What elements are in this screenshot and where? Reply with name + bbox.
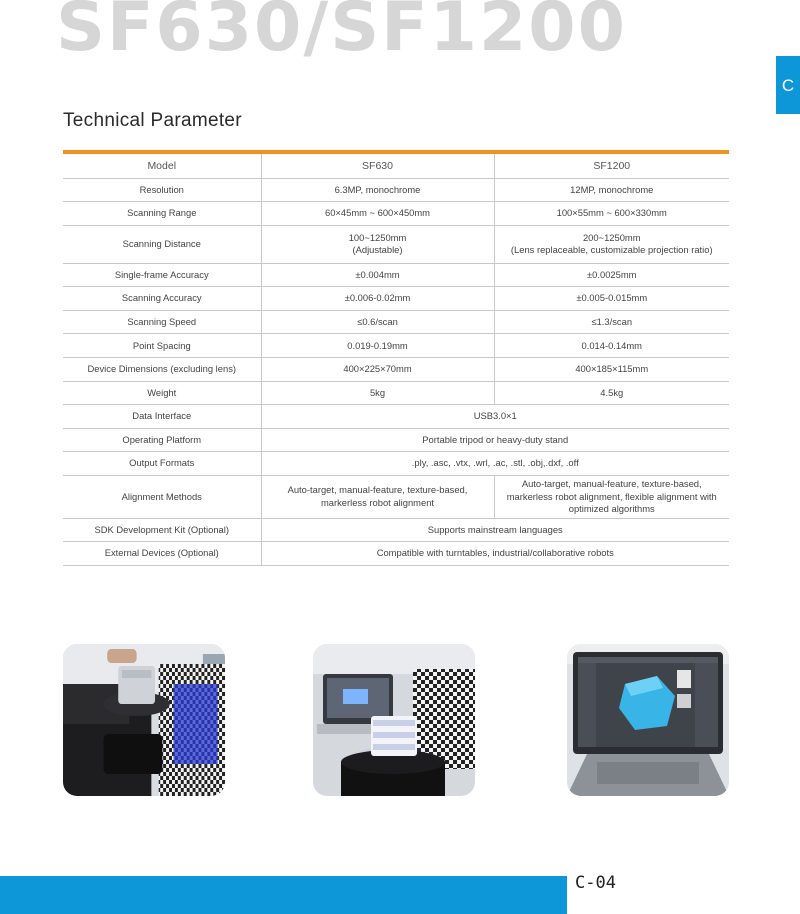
- product-photo-software-laptop: [567, 644, 729, 796]
- row-label: External Devices (Optional): [63, 542, 261, 566]
- table-row: [63, 225, 729, 263]
- shared-value: Compatible with turntables, industrial/collaborative robots: [261, 542, 729, 566]
- spec-table: [63, 150, 729, 566]
- table-row: [63, 310, 729, 334]
- table-row: [63, 518, 729, 542]
- sf1200-value: 4.5kg: [494, 381, 729, 405]
- hero-title: SF630/SF1200: [56, 0, 627, 67]
- row-label: Weight: [63, 381, 261, 405]
- sf630-value: 6.3MP, monochrome: [261, 178, 494, 202]
- sf1200-value: 12MP, monochrome: [494, 178, 729, 202]
- sf1200-value: Auto-target, manual-feature, texture-based, markerless robot alignment, flexible alignment with optimized algorithms: [494, 476, 729, 519]
- sf630-value: ±0.004mm: [261, 263, 494, 287]
- table-row: [63, 381, 729, 405]
- table-row: [63, 405, 729, 429]
- row-label: Output Formats: [63, 452, 261, 476]
- row-label: Device Dimensions (excluding lens): [63, 358, 261, 382]
- sf630-value: 60×45mm ~ 600×450mm: [261, 202, 494, 226]
- sf1200-value: ≤1.3/scan: [494, 310, 729, 334]
- table-row: [63, 263, 729, 287]
- row-label: Resolution: [63, 178, 261, 202]
- product-photo-scanner-setup: [63, 644, 225, 796]
- row-label: Scanning Range: [63, 202, 261, 226]
- row-label: Single-frame Accuracy: [63, 263, 261, 287]
- section-title: Technical Parameter: [63, 110, 242, 131]
- table-header-row: [63, 152, 729, 178]
- section-tab[interactable]: C: [776, 56, 800, 114]
- sf630-value: Auto-target, manual-feature, texture-based, markerless robot alignment: [261, 476, 494, 519]
- header-cell: Model: [63, 152, 261, 178]
- sf1200-value: 100×55mm ~ 600×330mm: [494, 202, 729, 226]
- table-row: [63, 542, 729, 566]
- sf630-value: ≤0.6/scan: [261, 310, 494, 334]
- table-row: [63, 358, 729, 382]
- row-label: Scanning Accuracy: [63, 287, 261, 311]
- sf1200-value: 200~1250mm (Lens replaceable, customizable projection ratio): [494, 225, 729, 263]
- sf1200-value: 400×185×115mm: [494, 358, 729, 382]
- sf1200-value: ±0.005-0.015mm: [494, 287, 729, 311]
- sf630-value: 5kg: [261, 381, 494, 405]
- row-label: Scanning Distance: [63, 225, 261, 263]
- sf630-value: ±0.006-0.02mm: [261, 287, 494, 311]
- table-row: [63, 202, 729, 226]
- sf630-value: 0.019-0.19mm: [261, 334, 494, 358]
- table-row: [63, 428, 729, 452]
- shared-value: Supports mainstream languages: [261, 518, 729, 542]
- row-label: Alignment Methods: [63, 476, 261, 519]
- row-label: SDK Development Kit (Optional): [63, 518, 261, 542]
- row-label: Operating Platform: [63, 428, 261, 452]
- product-photo-turntable-scan: [313, 644, 475, 796]
- table-row: [63, 287, 729, 311]
- table-row: [63, 452, 729, 476]
- table-row: [63, 334, 729, 358]
- page-number: C-04: [575, 873, 616, 893]
- footer-bar: [0, 876, 567, 914]
- row-label: Scanning Speed: [63, 310, 261, 334]
- sf630-value: 400×225×70mm: [261, 358, 494, 382]
- header-cell: SF1200: [494, 152, 729, 178]
- sf1200-value: ±0.0025mm: [494, 263, 729, 287]
- row-label: Data Interface: [63, 405, 261, 429]
- sf1200-value: 0.014-0.14mm: [494, 334, 729, 358]
- table-row: [63, 476, 729, 519]
- row-label: Point Spacing: [63, 334, 261, 358]
- table-row: [63, 178, 729, 202]
- shared-value: USB3.0×1: [261, 405, 729, 429]
- header-cell: SF630: [261, 152, 494, 178]
- shared-value: .ply, .asc, .vtx, .wrl, .ac, .stl, .obj,.dxf, .off: [261, 452, 729, 476]
- shared-value: Portable tripod or heavy-duty stand: [261, 428, 729, 452]
- sf630-value: 100~1250mm (Adjustable): [261, 225, 494, 263]
